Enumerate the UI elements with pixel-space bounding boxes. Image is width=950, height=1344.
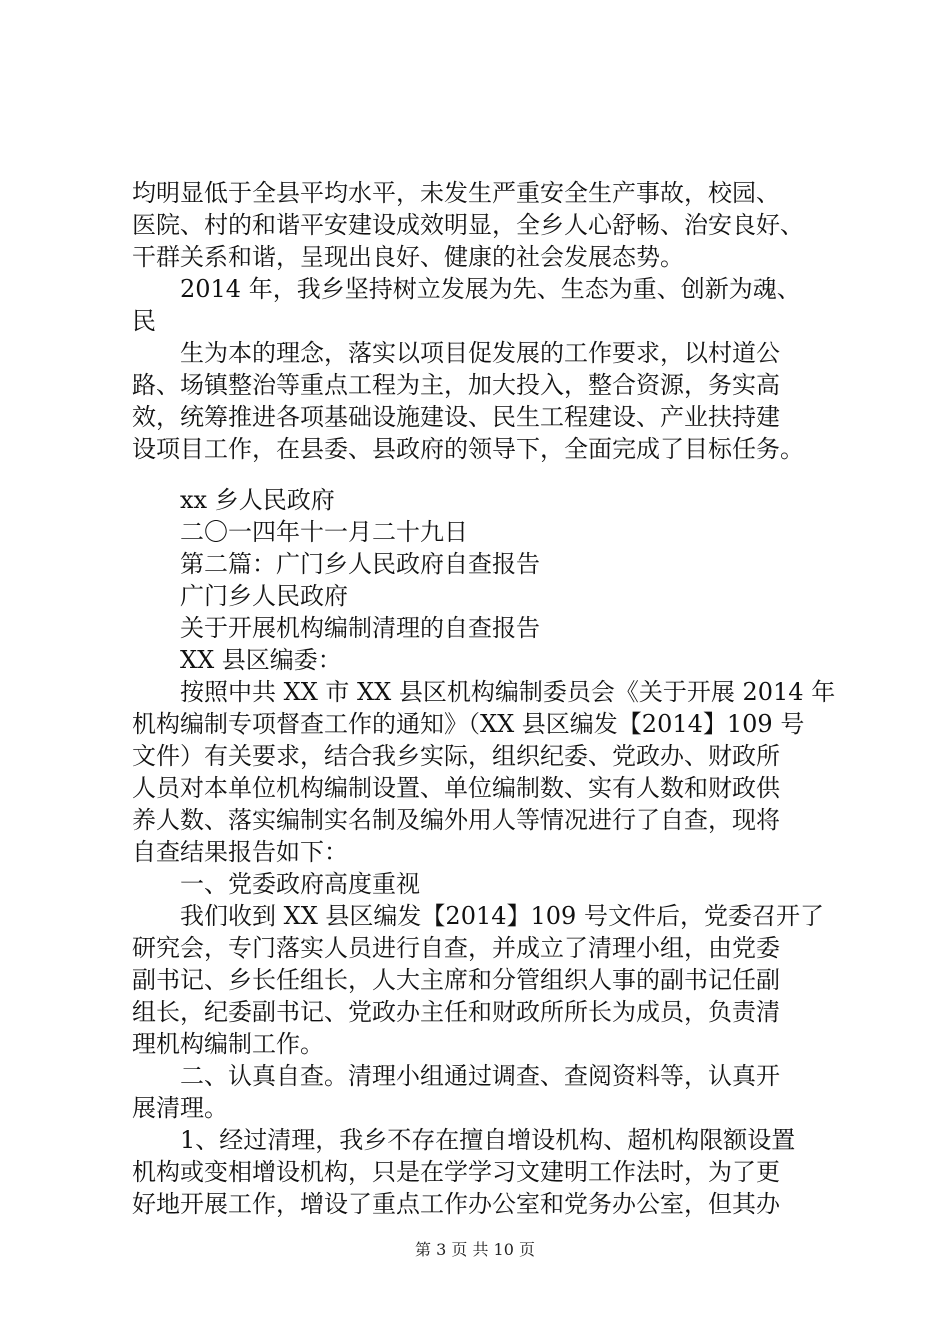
- body-line-16: 按照中共 XX 市 XX 县区机构编制委员会《关于开展 2014 年: [180, 678, 836, 706]
- body-line-25: 副书记、乡长任组长，人大主席和分管组织人事的副书记任副: [132, 966, 780, 994]
- body-line-8: 效，统筹推进各项基础设施建设、民生工程建设、产业扶持建: [132, 403, 780, 431]
- body-line-24: 研究会，专门落实人员进行自查，并成立了清理小组，由党委: [132, 934, 780, 962]
- body-line-9: 设项目工作，在县委、县政府的领导下，全面完成了目标任务。: [132, 435, 804, 463]
- body-line-23: 我们收到 XX 县区编发【2014】109 号文件后，党委召开了: [180, 902, 824, 930]
- report-title: 关于开展机构编制清理的自查报告: [180, 614, 540, 642]
- body-line-5: 民: [132, 307, 156, 335]
- body-line-19: 人员对本单位机构编制设置、单位编制数、实有人数和财政供: [132, 774, 780, 802]
- body-line-29: 展清理。: [132, 1094, 228, 1122]
- body-line-26: 组长，纪委副书记、党政办主任和财政所所长为成员，负责清: [132, 998, 780, 1026]
- body-line-21: 自查结果报告如下：: [132, 838, 348, 866]
- body-line-7: 路、场镇整治等重点工程为主，加大投入，整合资源，务实高: [132, 371, 780, 399]
- body-line-30: 1、经过清理，我乡不存在擅自增设机构、超机构限额设置: [180, 1126, 796, 1154]
- body-line-31: 机构或变相增设机构，只是在学学习文建明工作法时，为了更: [132, 1158, 780, 1186]
- signature-org: xx 乡人民政府: [180, 486, 335, 514]
- body-line-17: 机构编制专项督查工作的通知》（XX 县区编发【2014】109 号: [132, 710, 805, 738]
- body-line-3: 干群关系和谐，呈现出良好、健康的社会发展态势。: [132, 243, 684, 271]
- body-line-18: 文件）有关要求，结合我乡实际，组织纪委、党政办、财政所: [132, 742, 780, 770]
- report-org: 广门乡人民政府: [180, 582, 348, 610]
- signature-date: 二〇一四年十一月二十九日: [180, 518, 468, 546]
- body-line-1: 均明显低于全县平均水平，未发生严重安全生产事故，校园、: [132, 179, 780, 207]
- chapter-title: 第二篇：广门乡人民政府自查报告: [180, 550, 540, 578]
- body-line-2: 医院、村的和谐平安建设成效明显，全乡人心舒畅、治安良好、: [132, 211, 804, 239]
- page-footer: 第 3 页 共 10 页: [415, 1240, 535, 1259]
- body-line-6: 生为本的理念，落实以项目促发展的工作要求，以村道公: [180, 339, 780, 367]
- body-line-20: 养人数、落实编制实名制及编外用人等情况进行了自查，现将: [132, 806, 780, 834]
- body-line-27: 理机构编制工作。: [132, 1030, 324, 1058]
- section-heading-2: 二、认真自查。清理小组通过调查、查阅资料等，认真开: [180, 1062, 780, 1090]
- body-line-32: 好地开展工作，增设了重点工作办公室和党务办公室，但其办: [132, 1190, 780, 1218]
- salutation: XX 县区编委：: [180, 646, 342, 674]
- section-heading-1: 一、党委政府高度重视: [180, 870, 420, 898]
- body-line-4: 2014 年，我乡坚持树立发展为先、生态为重、创新为魂、: [180, 275, 801, 303]
